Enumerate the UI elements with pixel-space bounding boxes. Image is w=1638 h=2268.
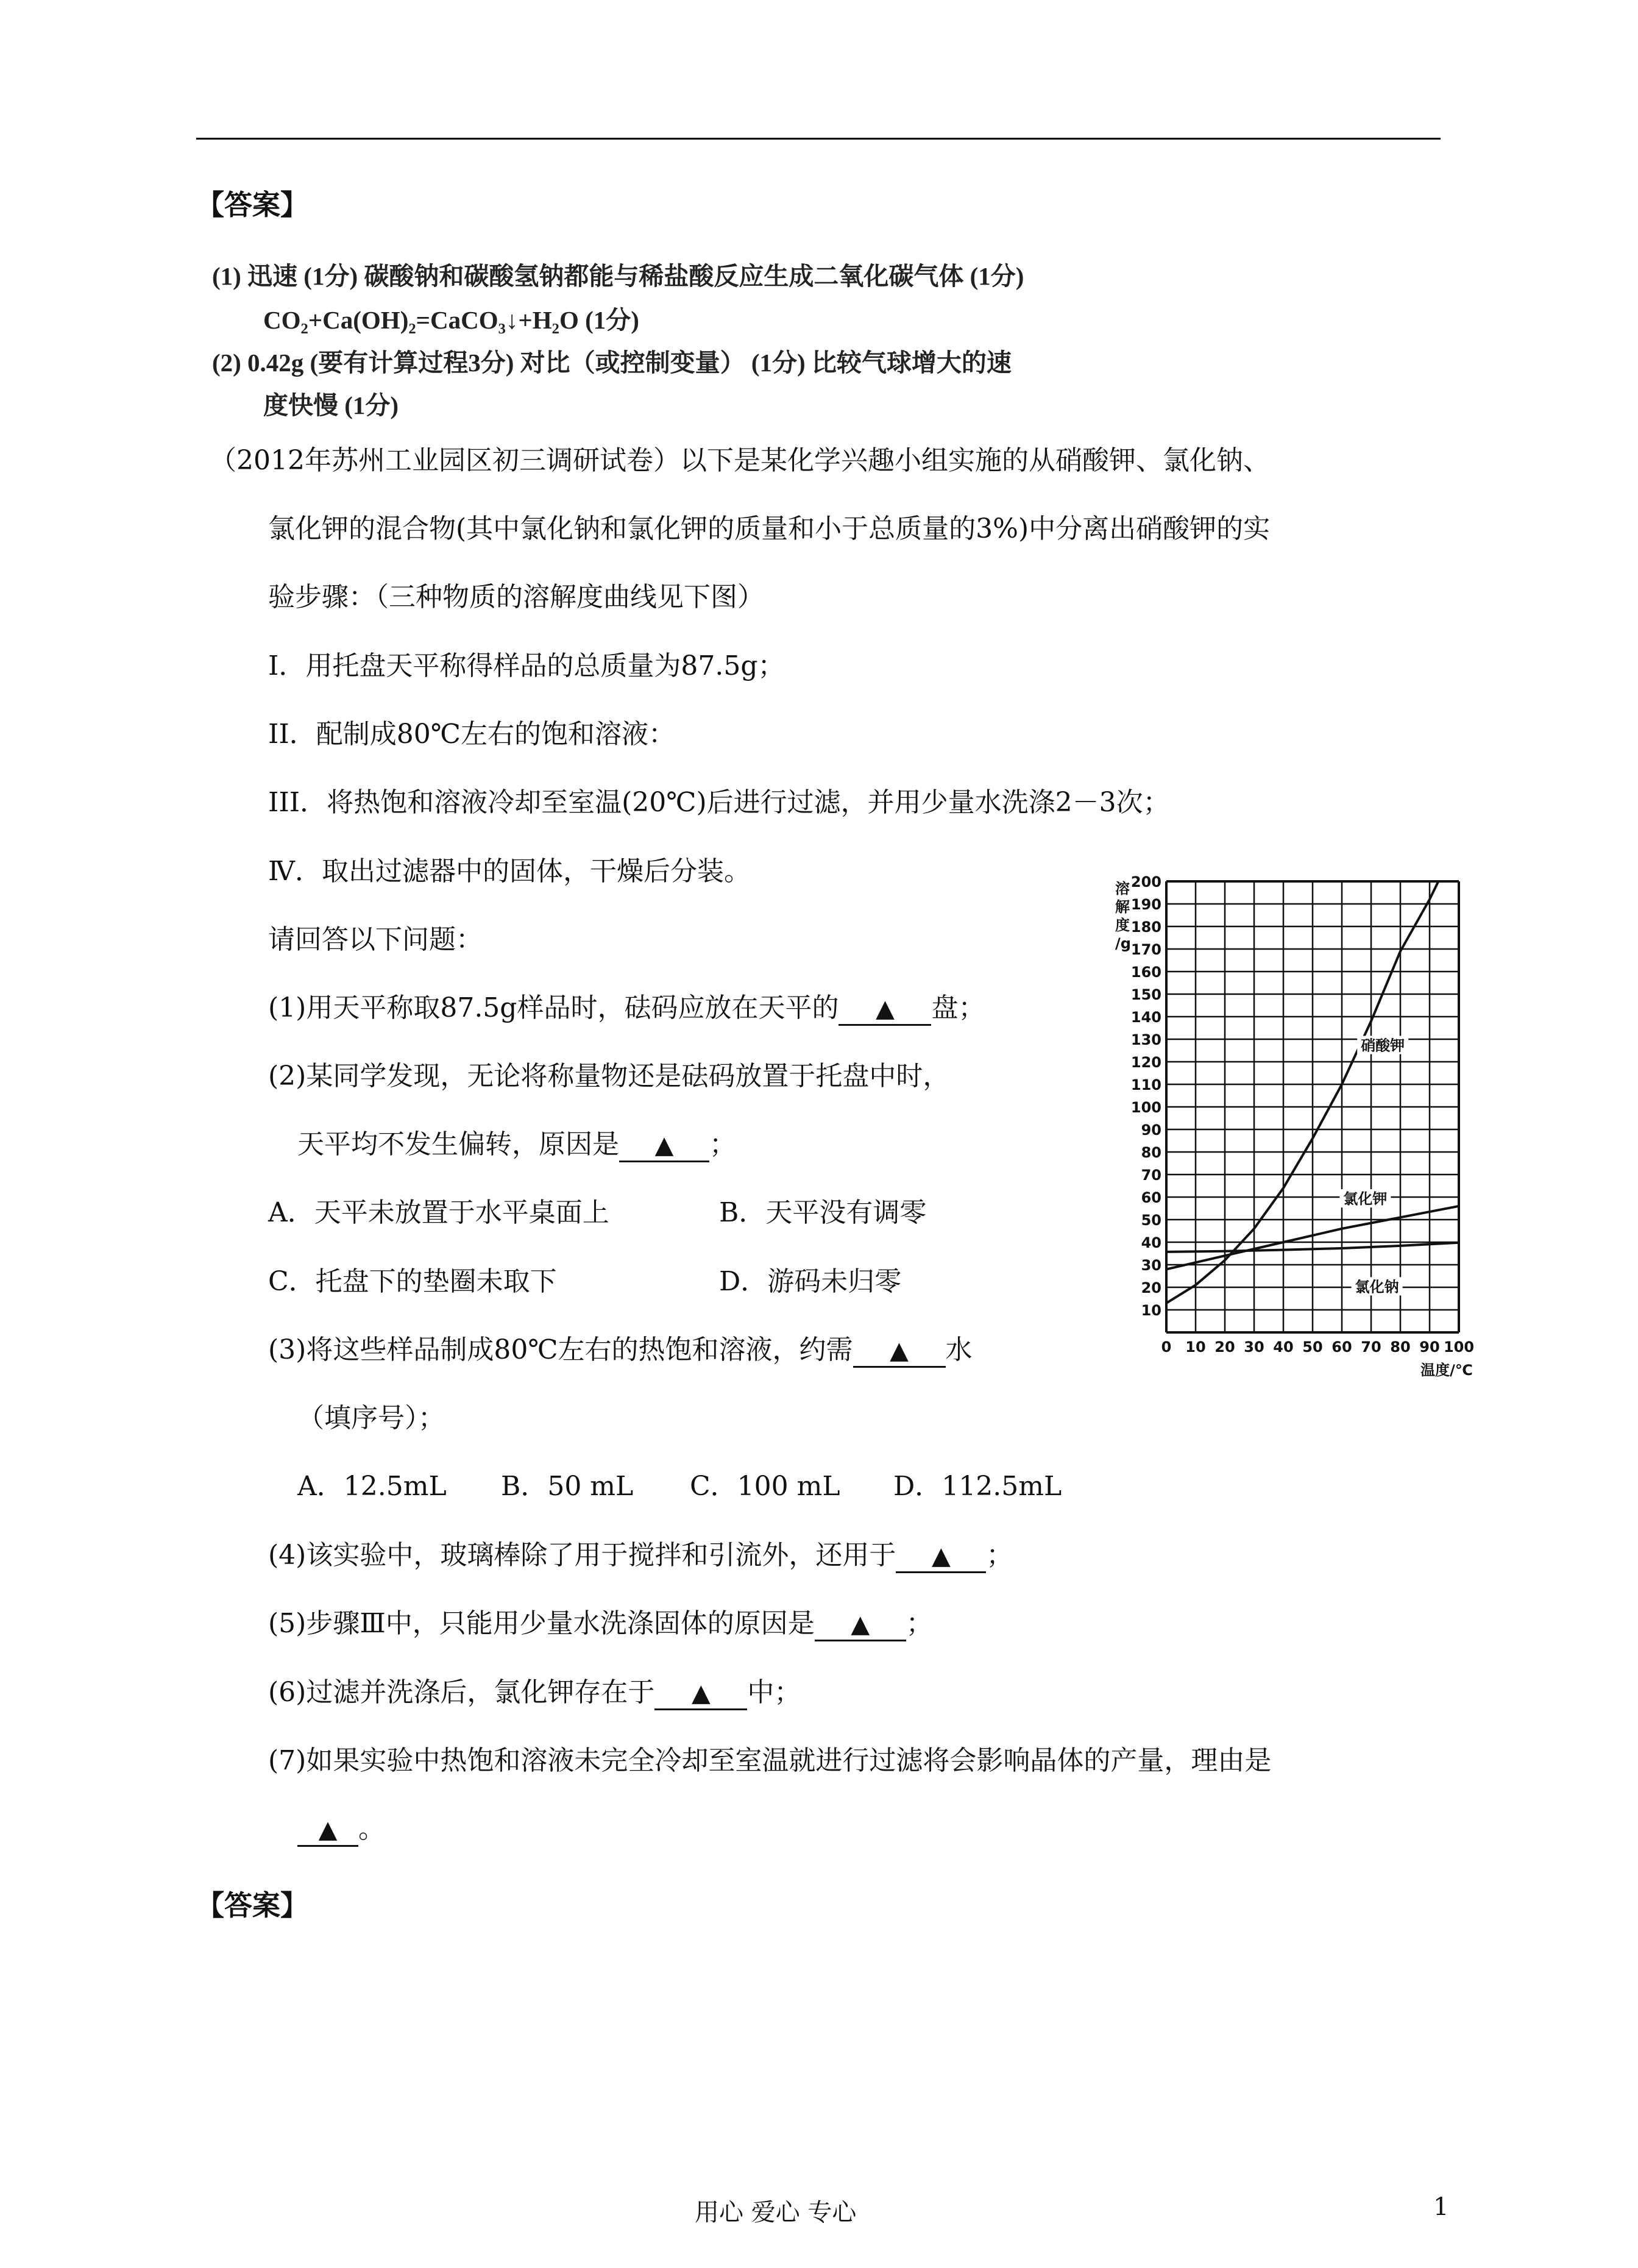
x-tick-label: 0 [1161, 1338, 1172, 1356]
answer-heading-2: 【答案】 [196, 1889, 308, 1922]
triangle-marker-icon: ▲ [318, 1816, 338, 1844]
question-6 [268, 1676, 801, 1710]
y-tick-label: 80 [1141, 1144, 1161, 1161]
x-axis-label: 温度/℃ [1420, 1362, 1473, 1379]
q3-fill-note: （填序号）； [297, 1402, 445, 1434]
y-tick-label: 10 [1141, 1302, 1161, 1319]
q1-answer-blank[interactable] [838, 993, 931, 1026]
q2-option-a: A．天平未放置于水平桌面上 [268, 1197, 609, 1228]
q2-option-b: B．天平没有调零 [719, 1197, 927, 1228]
y-tick-label: 110 [1130, 1076, 1161, 1093]
triangle-marker-icon: ▲ [890, 1337, 909, 1365]
y-tick-label: 190 [1130, 896, 1161, 913]
page-number: 1 [1433, 2193, 1449, 2221]
solubility-chart [1109, 872, 1499, 1420]
q2-answer-blank[interactable] [619, 1129, 709, 1162]
q3-option-c: C．100 mL [690, 1471, 840, 1502]
triangle-marker-icon: ▲ [876, 995, 895, 1023]
y-tick-label: 130 [1130, 1031, 1161, 1048]
question-3 [268, 1333, 973, 1368]
y-axis-label: 解 [1115, 898, 1130, 915]
x-tick-label: 20 [1214, 1338, 1235, 1356]
x-tick-label: 70 [1361, 1338, 1381, 1356]
q6-answer-blank[interactable] [654, 1677, 747, 1710]
y-tick-label: 100 [1130, 1099, 1161, 1116]
x-tick-label: 10 [1185, 1338, 1206, 1356]
answer-heading-1: 【答案】 [196, 188, 308, 221]
y-tick-label: 30 [1141, 1257, 1161, 1274]
series-label: 氯化钠 [1355, 1278, 1399, 1296]
y-tick-label: 40 [1141, 1234, 1161, 1251]
question-2-line-2 [297, 1128, 736, 1162]
y-tick-label: 60 [1141, 1189, 1161, 1206]
question-7-line-2 [297, 1812, 385, 1847]
step-2: II．配制成80℃左右的饱和溶液： [268, 719, 675, 750]
chart-grid [1166, 881, 1459, 1332]
q6-suffix: 中； [747, 1677, 801, 1708]
x-tick-label: 80 [1390, 1338, 1411, 1356]
y-tick-label: 140 [1130, 1009, 1161, 1026]
q2-option-d: D．游码未归零 [719, 1266, 902, 1297]
q5-text: (5)步骤Ⅲ中，只能用少量水洗涤固体的原因是 [268, 1608, 815, 1639]
x-tick-label: 60 [1331, 1338, 1352, 1356]
question-4 [268, 1538, 1013, 1573]
y-tick-label: 20 [1141, 1279, 1161, 1296]
q3-option-b: B．50 mL [501, 1471, 634, 1502]
step-4: Ⅳ．取出过滤器中的固体，干燥后分装。 [268, 856, 751, 887]
y-tick-label: 120 [1130, 1054, 1161, 1071]
q3-text: (3)将这些样品制成80℃左右的热饱和溶液，约需 [268, 1334, 853, 1365]
x-tick-label: 100 [1443, 1338, 1475, 1356]
series-line [1166, 881, 1438, 1303]
x-tick-label: 30 [1244, 1338, 1264, 1356]
y-tick-label: 90 [1141, 1122, 1161, 1139]
answer-line-1: (1) 迅速 (1分) 碳酸钠和碳酸氢钠都能与稀盐酸反应生成二氧化碳气体 (1分) [212, 262, 1024, 290]
intro-line-1: （2012年苏州工业园区初三调研试卷）以下是某化学兴趣小组实施的从硝酸钾、氯化钠、 [210, 445, 1270, 476]
answer-line-3: (2) 0.42g (要有计算过程3分) 对比（或控制变量） (1分) 比较气球增大的速 [212, 349, 1012, 377]
step-1: I．用托盘天平称得样品的总质量为87.5g； [268, 650, 785, 681]
q3-answer-blank[interactable] [853, 1335, 946, 1368]
q4-answer-blank[interactable] [896, 1540, 986, 1573]
q5-suffix: ； [906, 1608, 933, 1639]
q4-suffix: ； [986, 1540, 1013, 1571]
q2-suffix: ； [709, 1129, 736, 1160]
y-axis-label: 溶 [1115, 880, 1130, 897]
x-tick-label: 40 [1273, 1338, 1294, 1356]
y-tick-label: 70 [1141, 1167, 1161, 1184]
q3-option-d: D．112.5mL [893, 1471, 1062, 1502]
q4-text: (4)该实验中，玻璃棒除了用于搅拌和引流外，还用于 [268, 1540, 896, 1571]
q3-suffix: 水 [945, 1334, 973, 1365]
triangle-marker-icon: ▲ [931, 1542, 951, 1570]
y-tick-label: 160 [1130, 964, 1161, 981]
question-1 [268, 991, 985, 1026]
prompt: 请回答以下问题： [268, 924, 483, 955]
triangle-marker-icon: ▲ [851, 1610, 870, 1638]
q2-option-c: C．托盘下的垫圈未取下 [268, 1266, 557, 1297]
q1-text: (1)用天平称取87.5g样品时，砝码应放在天平的 [268, 992, 839, 1023]
q7-suffix: 。 [358, 1813, 385, 1844]
answer-line-2: CO₂+Ca(OH)₂=CaCO₃↓+H₂O (1分) [263, 306, 639, 334]
y-tick-label: 200 [1130, 873, 1161, 890]
question-7: (7)如果实验中热饱和溶液未完全冷却至室温就进行过滤将会影响晶体的产量，理由是 [268, 1745, 1272, 1776]
triangle-marker-icon: ▲ [654, 1131, 674, 1159]
y-tick-label: 170 [1130, 941, 1161, 958]
q7-answer-blank[interactable] [297, 1814, 358, 1847]
y-tick-label: 50 [1141, 1212, 1161, 1229]
triangle-marker-icon: ▲ [691, 1679, 711, 1707]
x-tick-label: 90 [1419, 1338, 1440, 1356]
question-5 [268, 1607, 933, 1641]
y-tick-label: 150 [1130, 986, 1161, 1003]
intro-line-3: 验步骤：（三种物质的溶解度曲线见下图） [268, 581, 764, 613]
header-rule [196, 138, 1441, 140]
footer-motto: 用心 爱心 专心 [695, 2199, 857, 2227]
step-3: III．将热饱和溶液冷却至室温(20℃)后进行过滤，并用少量水洗涤2－3次； [268, 787, 1170, 818]
q3-option-a: A．12.5mL [297, 1471, 447, 1502]
q5-answer-blank[interactable] [815, 1609, 906, 1641]
q1-suffix: 盘； [931, 992, 985, 1023]
intro-line-2: 氯化钾的混合物(其中氯化钠和氯化钾的质量和小于总质量的3%)中分离出硝酸钾的实 [268, 513, 1271, 544]
series-label: 硝酸钾 [1361, 1037, 1405, 1054]
y-tick-label: 180 [1130, 919, 1161, 936]
question-2-line-1: (2)某同学发现，无论将称量物还是砝码放置于托盘中时， [268, 1061, 950, 1092]
answer-line-4: 度快慢 (1分) [263, 391, 399, 419]
y-axis-label: 度 [1115, 917, 1130, 934]
series-label: 氯化钾 [1343, 1190, 1388, 1208]
y-axis-label: /g [1115, 935, 1131, 952]
x-tick-label: 50 [1302, 1338, 1323, 1356]
q2-text: 天平均不发生偏转，原因是 [297, 1129, 619, 1160]
q6-text: (6)过滤并洗涤后，氯化钾存在于 [268, 1677, 655, 1708]
